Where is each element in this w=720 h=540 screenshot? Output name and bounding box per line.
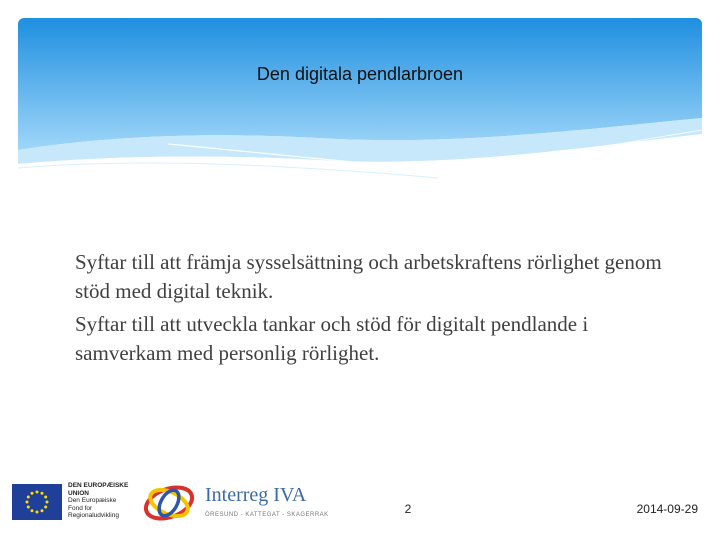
bullet-item: Syftar till att främja sysselsättning och arbetskraftens rörlighet genom stöd med digital teknik. [75, 250, 662, 303]
interreg-subtitle: ÖRESUND - KATTEGAT - SKAGERRAK [205, 512, 329, 518]
slide-date: 2014-09-29 [636, 502, 698, 516]
eu-text-line: Fond for [68, 504, 93, 512]
bullet-item: Syftar till att utveckla tankar och stöd för digitalt pendlande i samverkam med personlig rörlighet. [75, 312, 589, 365]
interreg-program: IVA [273, 484, 307, 506]
page-number: 2 [404, 502, 412, 516]
header-wave-graphic [18, 18, 702, 200]
interreg-name: Interreg [205, 484, 269, 506]
bullet-list [75, 248, 675, 372]
eu-text-line: DEN EUROPÆISKE [68, 482, 129, 489]
slide-title: Den digitala pendlarbroen [256, 64, 464, 84]
eu-flag-icon [12, 484, 62, 520]
interreg-logo-text [205, 484, 306, 507]
eu-fund-text [68, 482, 130, 520]
interreg-logo-icon [138, 482, 200, 524]
logo-strip [12, 478, 329, 526]
eu-text-line: Regionaludvikling [68, 512, 119, 519]
eu-text-line: UNION [68, 489, 89, 497]
eu-text-line: Den Europæiske [68, 497, 117, 504]
header-banner [18, 18, 702, 200]
